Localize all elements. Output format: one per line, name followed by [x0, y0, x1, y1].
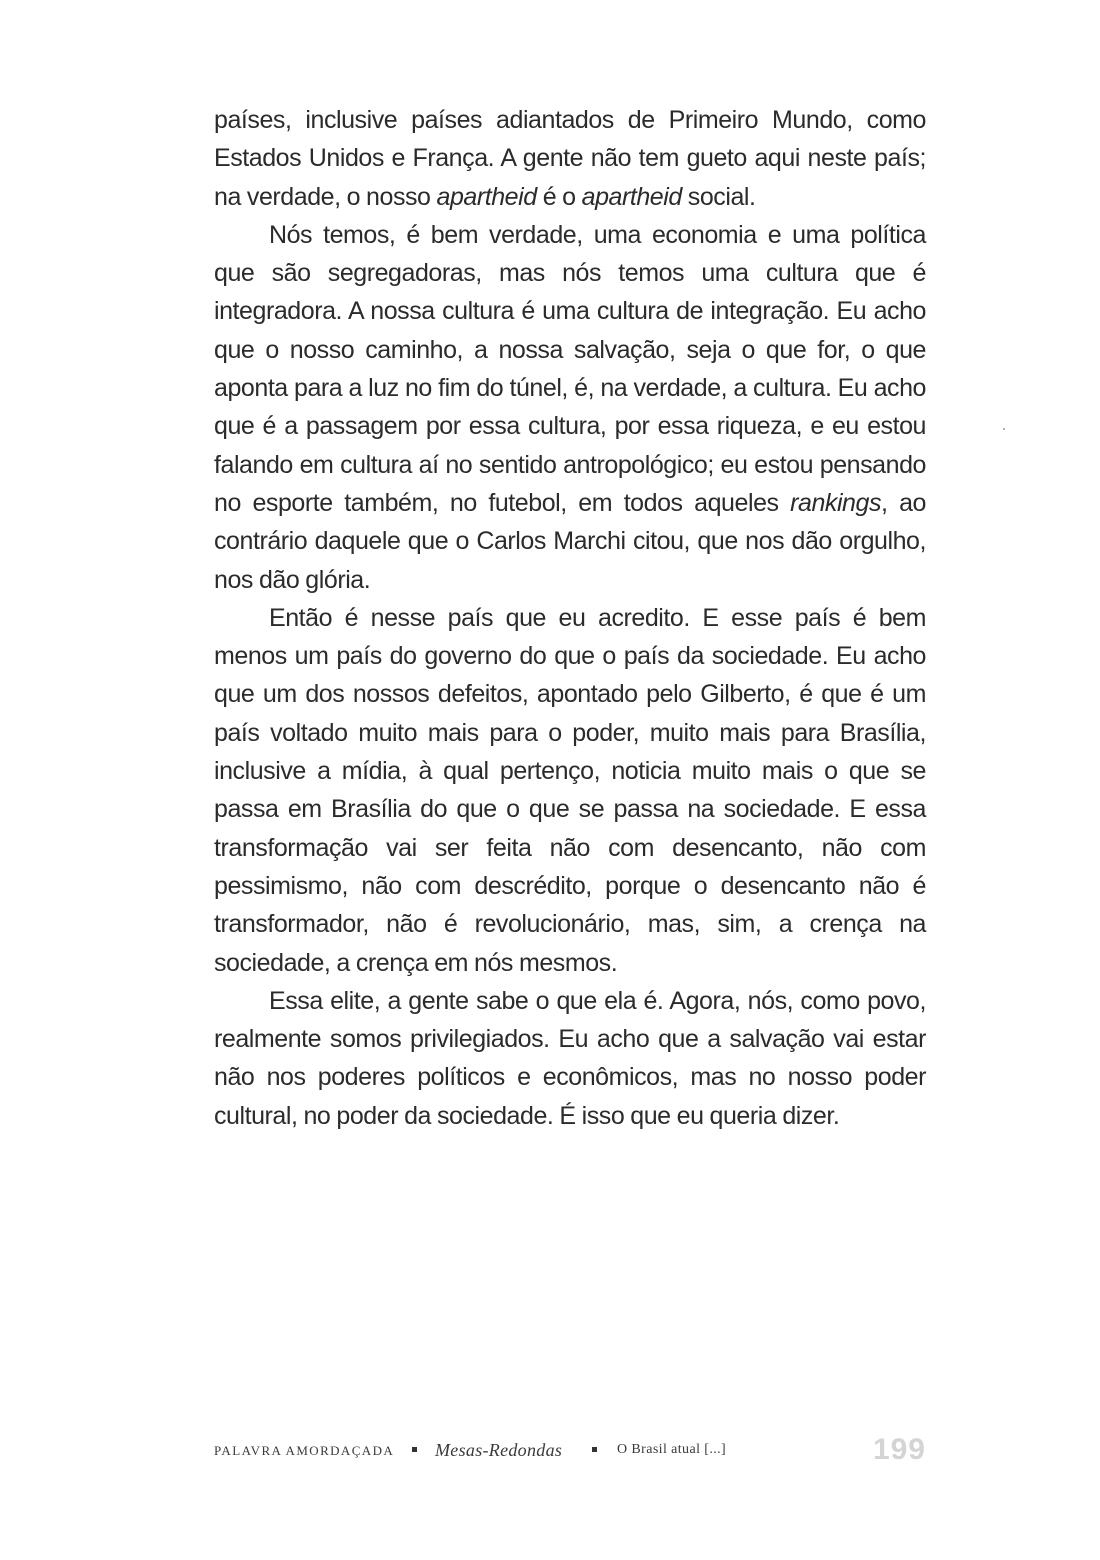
paragraph-4: Essa elite, a gente sabe o que ela é. Agora, nós, como povo, realmente somos privilegiados. Eu acho que a salvação vai estar não nos poderes políticos e econômicos, mas no nosso poder cultural, no poder da sociedade. É isso que eu queria dizer. [214, 986, 926, 1130]
paragraph-2-text-end: , ao contrário daquele que o Carlos Marchi citou, que nos dão orgulho, nos dão glória. [214, 488, 926, 594]
body-text [214, 101, 926, 1135]
footer-chapter-title: O Brasil atual [...] [617, 1442, 727, 1457]
paragraph-1-text-a: países, inclusive países adiantados de Primeiro Mundo, como Estados Unidos e França. A gente não tem gueto aqui neste país; na verdade, o nosso [214, 106, 926, 211]
italic-term-rankings: rankings [790, 488, 882, 517]
paragraph-1 [214, 101, 926, 216]
footer-book-title: PALAVRA AMORDAÇADA [214, 1443, 395, 1458]
paragraph-2 [214, 216, 926, 599]
page-number: 199 [872, 1433, 926, 1466]
paragraph-2-text: Nós temos, é bem verdade, uma economia e uma política que são segregadoras, mas nós temos uma cultura que é integradora. A nossa cultura é uma cultura de integração. Eu acho que o nosso caminho, a nossa salvação, seja o que for, o que aponta para a luz no fim do túnel, é, na verdade, a cultura. Eu acho que é a passagem por essa cultura, por essa riqueza, e eu estou falando em cultura aí no sentido antropológico; eu estou pensando no esporte também, no futebol, em todos aqueles [214, 220, 926, 517]
paragraph-1-text-b: é o [536, 182, 582, 211]
italic-term-apartheid-2: apartheid [581, 182, 682, 211]
footer-bullet-icon [592, 1447, 597, 1452]
page-footer [214, 1433, 926, 1469]
paragraph-3: Então é nesse país que eu acredito. E esse país é bem menos um país do governo do que o país da sociedade. Eu acho que um dos nossos defeitos, apontado pelo Gilberto, é que é um país voltado muito mais para o poder, muito mais para Brasília, inclusive a mídia, à qual pertenço, noticia muito mais o que se passa em Brasília do que o que se passa na sociedade. E essa transformação vai ser feita não com desencanto, não com pessimismo, não com descrédito, porque o desencanto não é transformador, não é revolucionário, mas, sim, a crença na sociedade, a crença em nós mesmos. [214, 603, 926, 977]
footer-series-title: Mesas-Redondas [435, 1440, 563, 1460]
scan-speck [1003, 428, 1005, 430]
paragraph-1-text-c: social. [681, 182, 756, 211]
footer-bullet-icon [412, 1447, 417, 1452]
italic-term-apartheid-1: apartheid [436, 182, 537, 211]
